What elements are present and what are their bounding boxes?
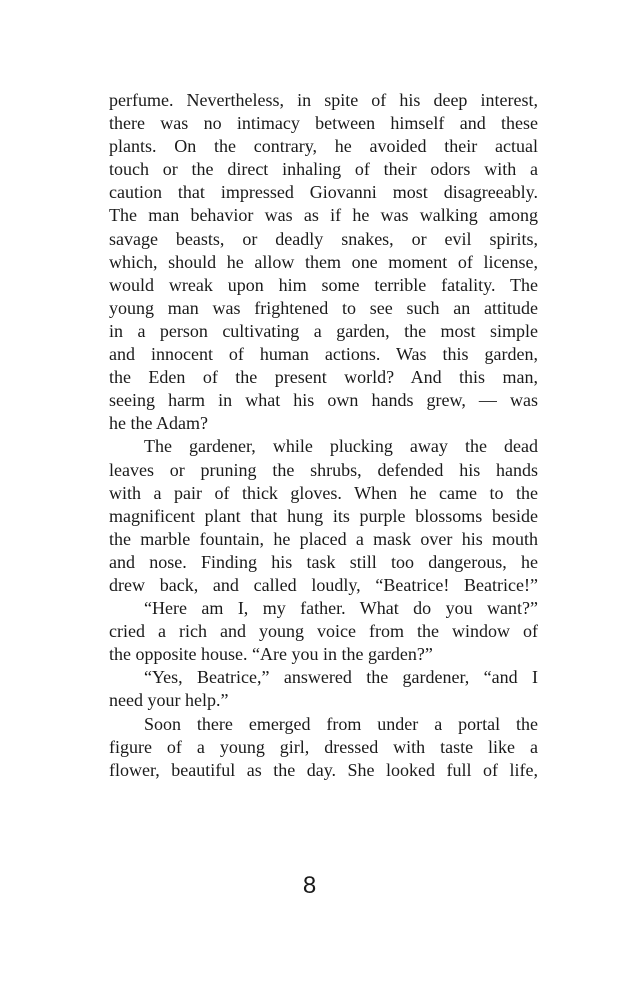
text-line: drew back, and called loudly, “Beatrice! Beatrice!” <box>109 574 538 595</box>
text-line: perfume. Nevertheless, in spite of his deep interest, <box>109 90 538 110</box>
text-line: The man behavior was as if he was walking among <box>109 205 538 226</box>
text-line: caution that impressed Giovanni most disagreeably. <box>109 182 538 203</box>
text-line: would wreak upon him some terrible fatality. The <box>109 274 538 295</box>
body-text <box>109 89 538 782</box>
text-line: and innocent of human actions. Was this garden, <box>109 344 538 365</box>
page-number: 8 <box>302 872 317 899</box>
text-line: flower, beautiful as the day. She looked full of life, <box>109 759 538 780</box>
text-line: the Eden of the present world? And this man, <box>109 367 538 388</box>
text-line: savage beasts, or deadly snakes, or evil spirits, <box>109 228 538 249</box>
text-line: and nose. Finding his task still too dangerous, he <box>109 551 538 572</box>
text-line: seeing harm in what his own hands grew, — was <box>109 390 538 411</box>
text-line: figure of a young girl, dressed with taste like a <box>109 736 538 757</box>
text-line: leaves or pruning the shrubs, defended his hands <box>109 459 538 480</box>
text-line: which, should he allow them one moment of license, <box>109 251 538 272</box>
text-line: young man was frightened to see such an attitude <box>109 297 538 318</box>
text-line: “Yes, Beatrice,” answered the gardener, “and I <box>144 667 538 688</box>
text-line: the opposite house. “Are you in the garden?” <box>109 644 433 665</box>
text-line: there was no intimacy between himself and these <box>109 113 538 134</box>
text-line: the marble fountain, he placed a mask over his mouth <box>109 528 538 549</box>
text-line: in a person cultivating a garden, the most simple <box>109 320 538 341</box>
text-line: magnificent plant that hung its purple blossoms beside <box>109 505 538 526</box>
text-line: cried a rich and young voice from the window of <box>109 621 538 642</box>
text-line: The gardener, while plucking away the dead <box>144 436 538 457</box>
text-line: need your help.” <box>109 690 229 711</box>
text-line: “Here am I, my father. What do you want?” <box>144 598 538 619</box>
text-line: he the Adam? <box>109 413 208 434</box>
text-line: plants. On the contrary, he avoided their actual <box>109 136 538 157</box>
text-line: Soon there emerged from under a portal the <box>144 713 538 734</box>
text-line: touch or the direct inhaling of their odors with a <box>109 159 538 180</box>
text-line: with a pair of thick gloves. When he came to the <box>109 482 538 503</box>
